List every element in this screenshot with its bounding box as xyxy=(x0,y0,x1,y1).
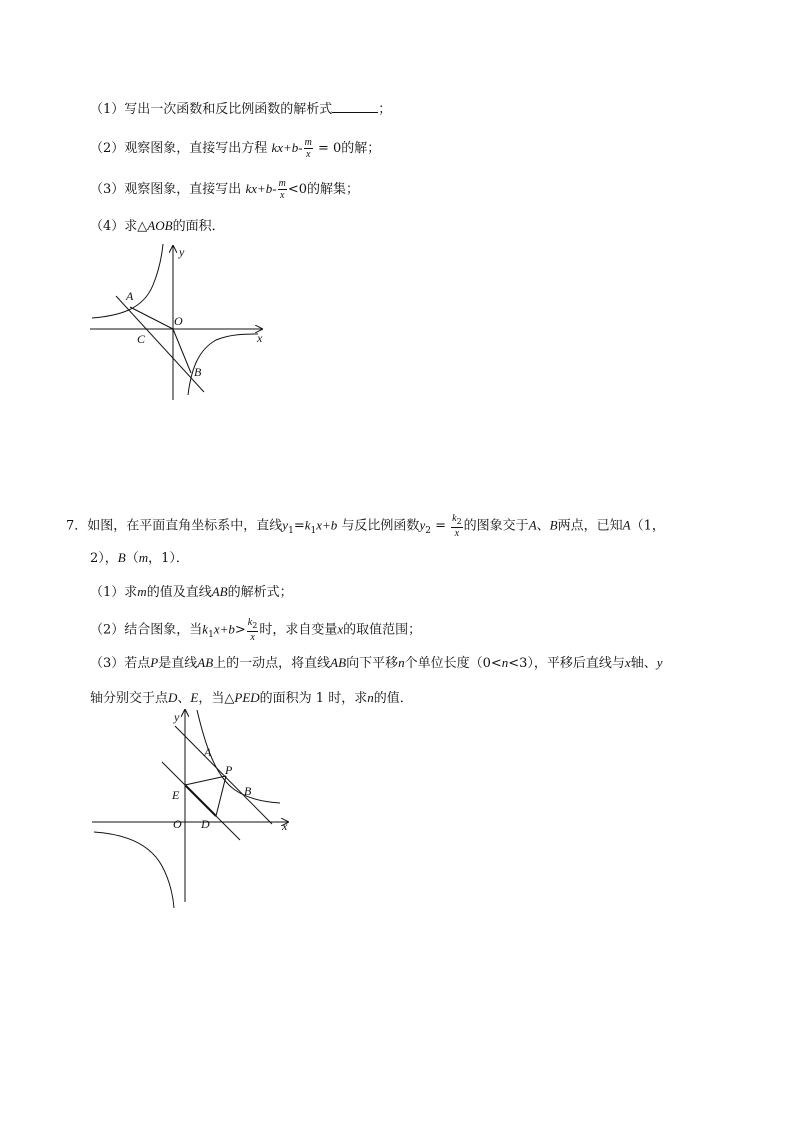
p6-question-1: （1）写出一次函数和反比例函数的解析式 ； xyxy=(90,102,392,117)
hyperbola-branch-left xyxy=(92,244,163,318)
label-x: x xyxy=(257,331,263,345)
label-o: O xyxy=(173,817,182,831)
fraction-k2-over-x: $\frac{k_2}{x}$ xyxy=(452,513,462,539)
p7-question-2: （2）结合图象，当$k_1x+b>$ $\frac{k_2}{x}$ 时，求自变量x的取值范围； xyxy=(90,617,422,643)
label-b: B xyxy=(194,365,202,379)
segment-pd xyxy=(216,776,226,816)
fraction-k2-over-x: $\frac{k_2}{x}$ xyxy=(247,617,258,643)
label-o: O xyxy=(174,314,183,328)
p6-question-2: （2）观察图象，直接写出方程 kx+b- $\frac{m}{x}$ = 0的解； xyxy=(90,137,381,160)
label-y: y xyxy=(174,710,180,724)
label-b: B xyxy=(244,784,252,798)
line-ab xyxy=(175,726,272,824)
p7-question-3-line-1: （3）若点P是直线AB上的一动点，将直线AB向下平移n个单位长度（0<n<3），平移后直线与x轴、y xyxy=(90,655,663,671)
p7-stem-line-1: 7．如图，在平面直角坐标系中，直线$y_1=k_1x+b$ 与反比例函数$y_2$ = $\frac{k_2}{x}$ 的图象交于A、B两点，已知A（1， xyxy=(66,513,665,539)
p6-question-3: （3）观察图象，直接写出 kx+b- $\frac{m}{x}$ <0的解集； xyxy=(90,178,360,201)
p7-question-3-line-2: 轴分别交于点D、E，当△PED的面积为 1 时，求n的值． xyxy=(90,690,413,706)
answer-blank[interactable] xyxy=(332,100,378,113)
label-d: D xyxy=(201,817,210,831)
line-ab xyxy=(116,296,204,392)
fraction-m-over-x: $\frac{m}{x}$ xyxy=(304,137,312,160)
p7-figure xyxy=(90,706,300,912)
label-p: P xyxy=(225,763,233,777)
p6-figure xyxy=(88,240,278,405)
label-c: C xyxy=(137,332,146,346)
label-a: A xyxy=(126,289,134,303)
p7-question-1: （1）求m的值及直线AB的解析式； xyxy=(90,584,293,600)
label-a: A xyxy=(204,745,212,759)
p6-question-4: （4）求△AOB的面积． xyxy=(90,218,225,234)
segment-ob xyxy=(173,329,191,373)
segment-ed xyxy=(185,785,216,816)
label-y: y xyxy=(179,245,185,259)
fraction-m-over-x: $\frac{m}{x}$ xyxy=(278,178,286,201)
label-e: E xyxy=(172,788,180,802)
label-x: x xyxy=(282,819,288,833)
hyperbola-branch-left xyxy=(94,832,174,908)
segment-ep xyxy=(185,776,226,785)
p7-stem-line-2: 2），B（m，1）． xyxy=(90,550,189,566)
